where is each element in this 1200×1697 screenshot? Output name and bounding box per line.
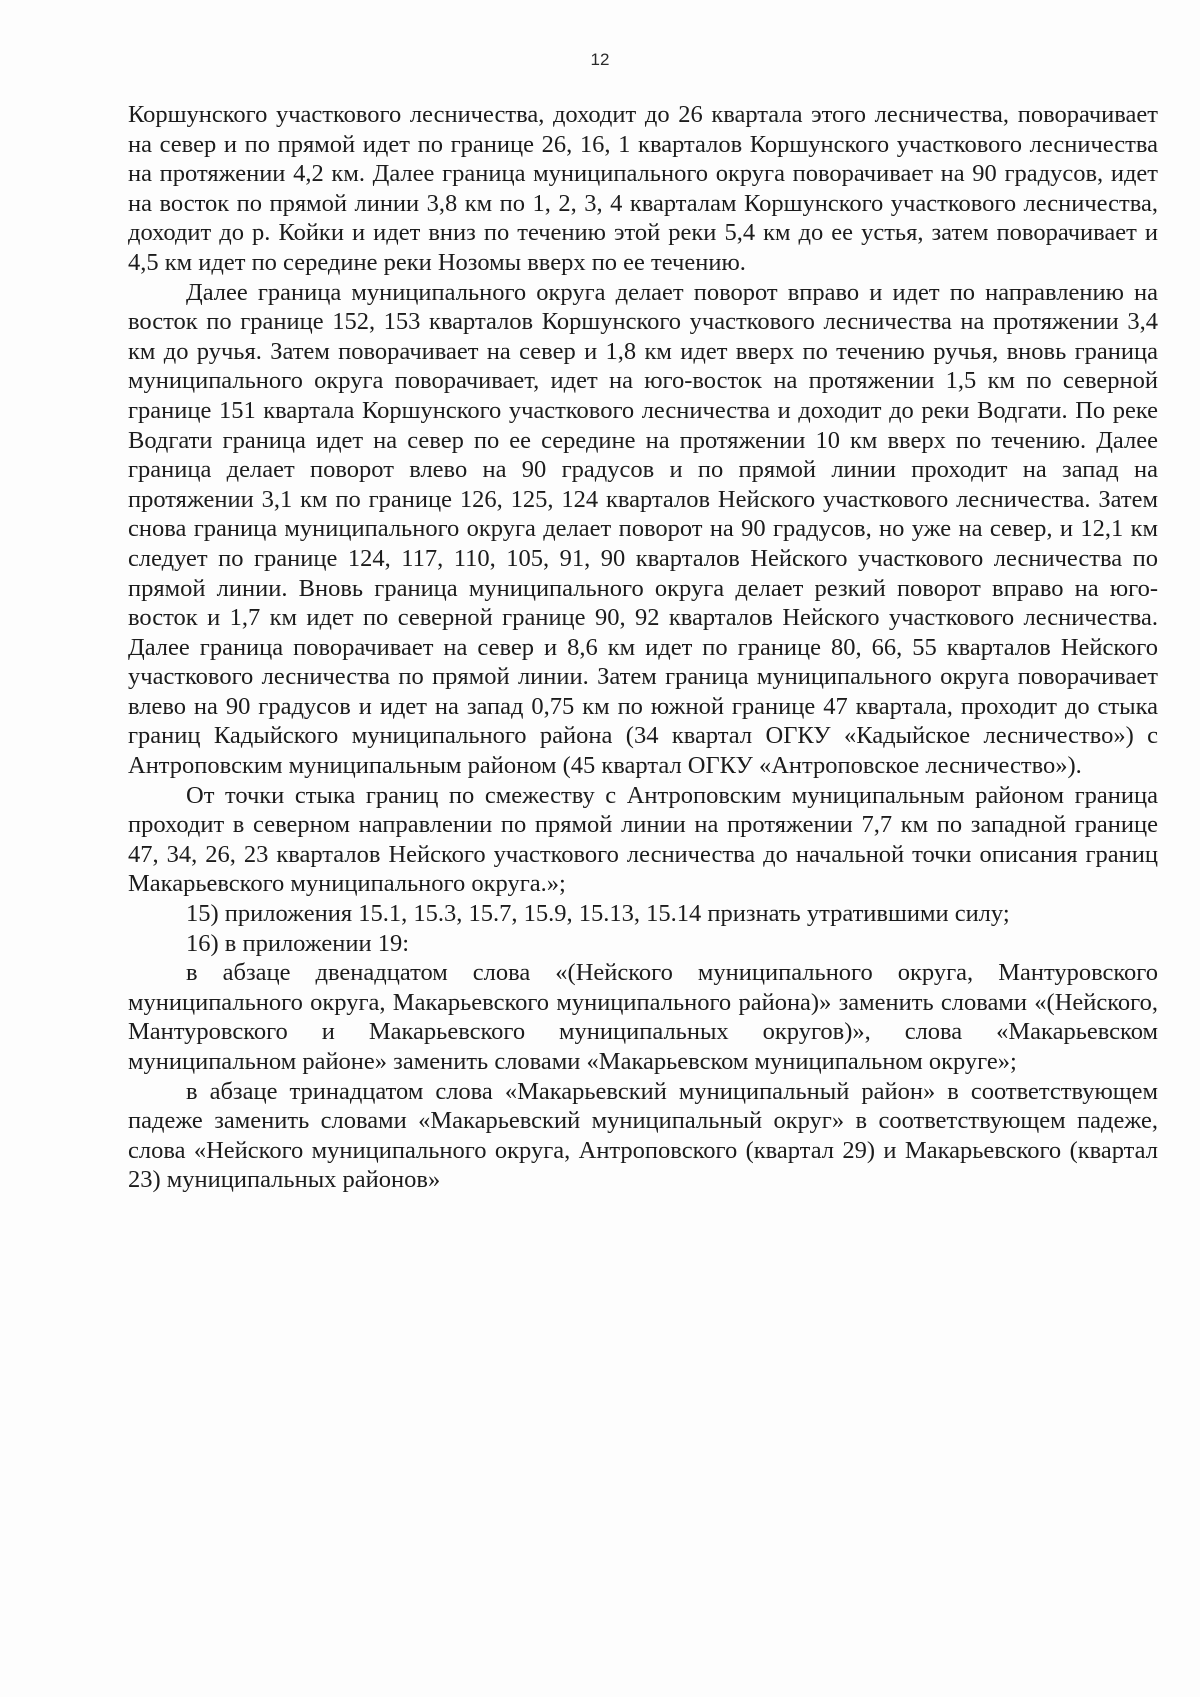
- page-number: 12: [590, 50, 610, 69]
- paragraph-abzac-13: в абзаце тринадцатом слова «Макарьевский муниципальный район» в соответствующем падеже заменить словами «Макарьевский муниципальный округ» в соответствующем падеже, слова «Нейского муниципального округа, Антроповского (квартал 29) и Макарьевского (квартал 23) муниципальных районов»: [128, 1077, 1158, 1194]
- paragraph-continuation: Коршунского участкового лесничества, доходит до 26 квартала этого лесничества, поворачивает на север и по прямой идет по границе 26, 16, 1 кварталов Коршунского участкового лесничества на протяжении 4,2 км. Далее граница муниципального округа поворачивает на 90 градусов, идет на восток по прямой линии 3,8 км по 1, 2, 3, 4 кварталам Коршунского участкового лесничества, доходит до р. Койки и идет вниз по течению этой реки 5,4 км до ее устья, затем поворачивает и 4,5 км идет по середине реки Нозомы вверх по ее течению.: [128, 101, 1158, 276]
- document-body: [128, 100, 1158, 1195]
- paragraph-abzac-12: в абзаце двенадцатом слова «(Нейского муниципального округа, Мантуровского муниципального округа, Макарьевского муниципального района)» заменить словами «(Нейского, Мантуровского и Макарьевского муниципальных округов)», слова «Макарьевском муниципальном районе» заменить словами «Макарьевском муниципальном округе»;: [128, 959, 1158, 1075]
- paragraph-item-16: 16) в приложении 19:: [186, 929, 410, 957]
- paragraph-boundary-description: Далее граница муниципального округа делает поворот вправо и идет по направлению на восток по границе 152, 153 кварталов Коршунского участкового лесничества на протяжении 3,4 км до ручья. Затем поворачивает на север и 1,8 км идет вверх по течению ручья, вновь граница муниципального округа поворачивает, идет на юго-восток на протяжении 1,5 км по северной границе 151 квартала Коршунского участкового лесничества и доходит до реки Водгати. По реке Водгати граница идет на север по ее середине на протяжении 10 км вверх по течению. Далее граница делает поворот влево на 90 градусов и по прямой линии проходит на запад на протяжении 3,1 км по границе 126, 125, 124 кварталов Нейского участкового лесничества. Затем снова граница муниципального округа делает поворот на 90 градусов, но уже на север, и 12,1 км следует по границе 124, 117, 110, 105, 91, 90 кварталов Нейского участкового лесничества по прямой линии. Вновь граница муниципального округа делает резкий поворот вправо на юго-восток и 1,7 км идет по северной границе 90, 92 кварталов Нейского участкового лесничества. Далее граница поворачивает на север и 8,6 км идет по границе 80, 66, 55 кварталов Нейского участкового лесничества по прямой линии. Затем граница муниципального округа поворачивает влево на 90 градусов и идет на запад 0,75 км по южной границе 47 квартала, проходит до стыка границ Кадыйского муниципального района (34 квартал ОГКУ «Кадыйское лесничество») с Антроповским муниципальным районом (45 квартал ОГКУ «Антроповское лесничество»).: [128, 278, 1158, 780]
- paragraph-item-15: 15) приложения 15.1, 15.3, 15.7, 15.9, 15.13, 15.14 признать утратившими силу;: [186, 900, 1010, 928]
- paragraph-junction-point: От точки стыка границ по смежеству с Антроповским муниципальным районом граница проходит в северном направлении по прямой линии на протяжении 7,7 км по западной границе 47, 34, 26, 23 кварталов Нейского участкового лесничества до начальной точки описания границ Макарьевского муниципального округа.»;: [128, 781, 1158, 898]
